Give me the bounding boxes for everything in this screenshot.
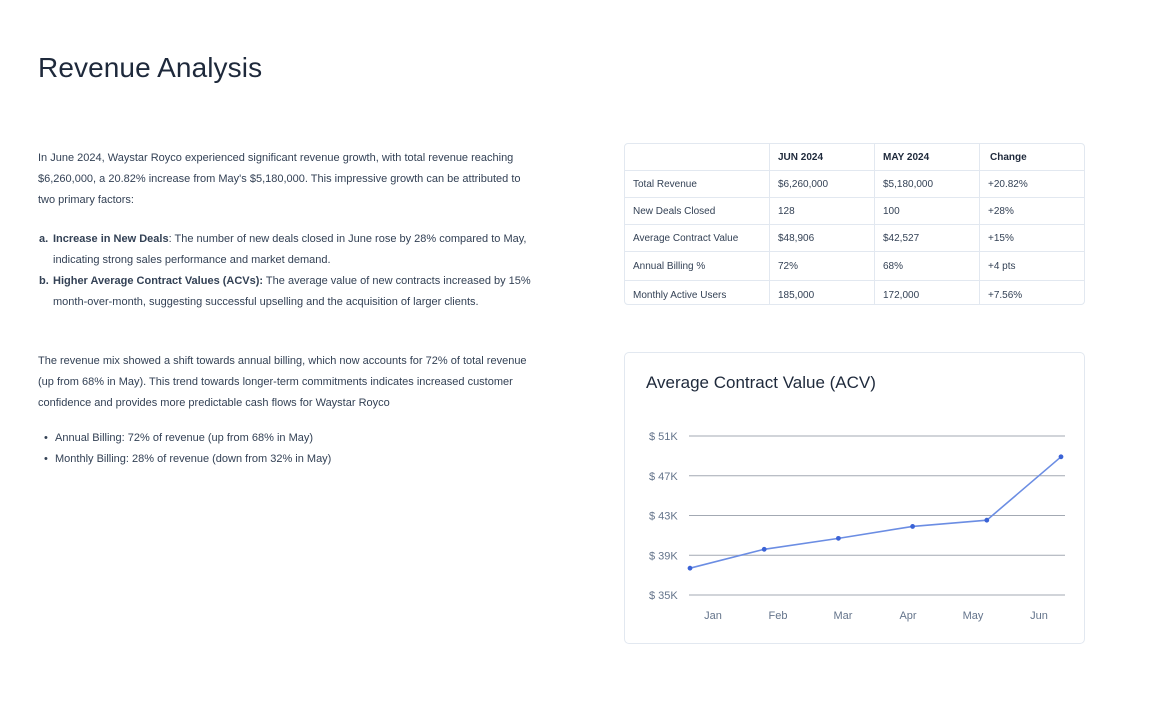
factor-term: Increase in New Deals xyxy=(53,233,169,245)
table-cell: 100 xyxy=(875,198,980,225)
factor-term: Higher Average Contract Values (ACVs): xyxy=(53,275,264,287)
table-cell: $5,180,000 xyxy=(875,171,980,198)
table-cell: 172,000 xyxy=(875,281,980,306)
analysis-text xyxy=(38,148,538,470)
table-cell: +7.56% xyxy=(988,289,1023,301)
x-tick-label: Feb xyxy=(768,610,788,622)
table-cell: 185,000 xyxy=(770,281,875,306)
y-tick-label: $ 39K xyxy=(649,550,678,563)
table-cell: Monthly Active Users xyxy=(625,281,770,306)
table-cell: 68% xyxy=(875,252,980,281)
page-title: Revenue Analysis xyxy=(38,52,263,83)
table-cell: 128 xyxy=(770,198,875,225)
x-tick-label: May xyxy=(962,610,984,622)
data-point xyxy=(836,536,841,541)
factor-text: The average value of new contracts increased by 15% month-over-month, suggesting successful upselling and the acquisition of larger clients. xyxy=(53,275,531,308)
table-cell: $6,260,000 xyxy=(770,171,875,198)
revenue-mix-paragraph: The revenue mix showed a shift towards annual billing, which now accounts for 72% of total revenue (up from 68% in May). This trend towards longer-term commitments indicates increased customer confidence and provides more predictable cash flows for Waystar Royco xyxy=(38,355,527,409)
x-tick-label: Jan xyxy=(704,610,722,622)
x-tick-label: Mar xyxy=(833,610,853,622)
growth-factors-list xyxy=(38,229,538,313)
list-marker: b. xyxy=(39,275,49,287)
table-cell: New Deals Closed xyxy=(625,198,770,225)
column-header: JUN 2024 xyxy=(770,144,875,171)
data-point xyxy=(1059,454,1064,459)
y-tick-label: $ 43K xyxy=(649,510,678,523)
x-tick-label: Jun xyxy=(1030,610,1048,622)
table-row xyxy=(625,198,1084,225)
table-row xyxy=(625,281,1084,306)
data-point xyxy=(984,518,989,523)
list-marker: a. xyxy=(39,233,49,245)
column-header: Change xyxy=(980,144,1085,171)
table-cell: +20.82% xyxy=(980,171,1085,198)
factor-separator: : xyxy=(168,233,172,245)
table-cell: +28% xyxy=(980,198,1085,225)
list-item xyxy=(38,229,538,271)
y-tick-label: $ 35K xyxy=(649,590,678,602)
data-point xyxy=(688,566,693,571)
table-row xyxy=(625,171,1084,198)
billing-mix-list xyxy=(38,428,538,470)
table-header-row xyxy=(625,144,1084,171)
chart-title: Average Contract Value (ACV) xyxy=(646,373,876,392)
acv-chart-card xyxy=(624,352,1085,644)
list-item xyxy=(38,271,538,313)
data-point xyxy=(910,524,915,529)
x-tick-label: Apr xyxy=(899,610,917,622)
metrics-table xyxy=(625,144,1084,305)
acv-series-line xyxy=(690,457,1061,568)
table-cell: Total Revenue xyxy=(625,171,770,198)
y-tick-label: $ 47K xyxy=(649,470,678,483)
list-item: • Monthly Billing: 28% of revenue (down from 32% in May) xyxy=(38,449,538,470)
table-cell: +15% xyxy=(980,225,1085,252)
table-cell: Average Contract Value xyxy=(625,225,770,252)
column-header xyxy=(625,144,770,171)
column-header: MAY 2024 xyxy=(875,144,980,171)
acv-line-chart xyxy=(625,353,1084,643)
metrics-table-card xyxy=(624,143,1085,305)
table-cell: +4 pts xyxy=(980,252,1085,281)
table-row xyxy=(625,225,1084,252)
summary-paragraph: In June 2024, Waystar Royco experienced significant revenue growth, with total revenue reaching $6,260,000, a 20.82% increase from May's $5,180,000. This impressive growth can be attributed to two primary factors: xyxy=(38,152,521,206)
table-cell: $48,906 xyxy=(770,225,875,252)
table-cell: Annual Billing % xyxy=(625,252,770,281)
table-cell: $42,527 xyxy=(875,225,980,252)
factor-text: The number of new deals closed in June rose by 28% compared to May, indicating strong sales performance and market demand. xyxy=(53,233,527,266)
table-row xyxy=(625,252,1084,281)
table-cell: 72% xyxy=(770,252,875,281)
list-item: • Annual Billing: 72% of revenue (up from 68% in May) xyxy=(38,428,538,449)
data-point xyxy=(762,547,767,552)
y-tick-label: $ 51K xyxy=(649,431,678,443)
